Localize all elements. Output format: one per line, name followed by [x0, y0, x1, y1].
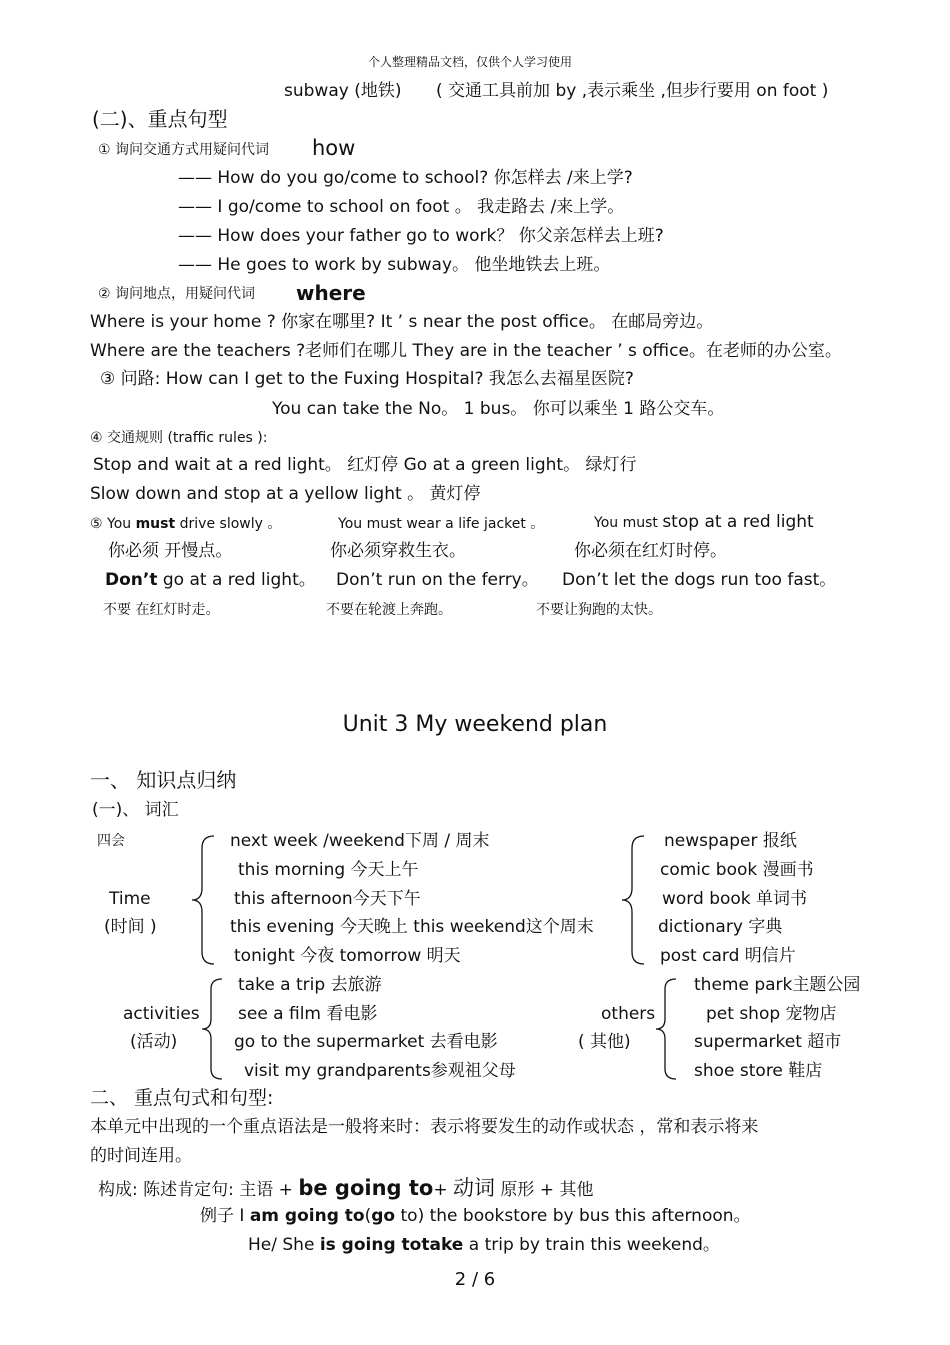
subway-line: subway (地铁)	[284, 81, 402, 101]
subway-note: ( 交通工具前加 by ,表示乘坐 ,但步行要用 on foot )	[436, 81, 829, 101]
time-item: this afternoon今天下午	[234, 889, 421, 909]
others-item: shoe store 鞋店	[694, 1061, 823, 1081]
others-brace	[654, 977, 678, 1081]
time-item: this evening 今天晚上 this weekend这个周末	[230, 917, 594, 937]
time-brace	[190, 834, 216, 966]
activity-item: see a film 看电影	[238, 1004, 378, 1024]
activity-item: take a trip 去旅游	[238, 975, 382, 995]
ask-way-line-1: ③ 问路: How can I get to the Fuxing Hospital? 我怎么去福星医院?	[100, 369, 634, 389]
q2-label: ② 询问地点，用疑问代词	[98, 286, 256, 302]
example-sentence-2: He/ She is going totake a trip by train this weekend。	[248, 1235, 720, 1255]
must-translation-3: 你必须在红灯时停。	[574, 541, 727, 561]
dont-example-1: Don’t go at a red light。	[105, 570, 316, 590]
must-translation-1: 你必须 开慢点。	[108, 541, 233, 561]
item-word: post card 明信片	[660, 946, 796, 966]
time-item: tonight 今夜 tomorrow 明天	[234, 946, 461, 966]
activities-label-cn: (活动)	[130, 1032, 178, 1052]
time-label: Time	[109, 889, 151, 909]
dialog-line-2: —— I go/come to school on foot 。 我走路去 /来上学。	[178, 197, 625, 217]
must-example-2: You must wear a life jacket 。	[338, 516, 545, 532]
item-word: word book 单词书	[662, 889, 808, 909]
dont-translation-2: 不要在轮渡上奔跑。	[326, 602, 452, 618]
others-label: others	[601, 1004, 656, 1024]
example-sentence-1: 例子 I am going to(go to) the bookstore by bus this afternoon。	[200, 1206, 751, 1226]
traffic-rule-line-1: Stop and wait at a red light。 红灯停 Go at a green light。 绿灯行	[93, 455, 637, 475]
items-brace	[620, 834, 646, 966]
activity-item: visit my grandparents参观祖父母	[244, 1061, 516, 1081]
time-item: next week /weekend下周 / 周末	[230, 831, 490, 851]
dont-translation-3: 不要让狗跑的太快。	[536, 602, 662, 618]
where-line-1: Where is your home ? 你家在哪里? It ’ s near the post office。 在邮局旁边。	[90, 312, 714, 332]
time-item: this morning 今天上午	[238, 860, 419, 880]
others-item: theme park主题公园	[694, 975, 861, 995]
item-word: newspaper 报纸	[664, 831, 797, 851]
page-number: 2 / 6	[454, 1269, 496, 1290]
item-word: dictionary 字典	[658, 917, 783, 937]
traffic-rule-line-2: Slow down and stop at a yellow light 。 黄灯停	[90, 484, 481, 504]
others-label-cn: ( 其他)	[578, 1032, 631, 1052]
must-example-1: ⑤ You must drive slowly 。	[90, 516, 282, 532]
dialog-line-4: —— He goes to work by subway。 他坐地铁去上班。	[178, 255, 611, 275]
time-label-cn: (时间 )	[104, 917, 157, 937]
section-key-patterns: 二、 重点句式和句型:	[90, 1087, 274, 1109]
activities-label: activities	[123, 1004, 200, 1024]
q2-keyword: where	[296, 281, 366, 305]
where-line-2: Where are the teachers ?老师们在哪儿 They are in the teacher ’ s office。在老师的办公室。	[90, 341, 842, 361]
dont-translation-1: 不要 在红灯时走。	[103, 602, 220, 618]
q1-label: ① 询问交通方式用疑问代词	[98, 142, 270, 158]
item-word: comic book 漫画书	[660, 860, 814, 880]
grammar-text-2: 的时间连用。	[90, 1146, 192, 1166]
dont-example-2: Don’t run on the ferry。	[336, 570, 539, 590]
q1-keyword: how	[312, 136, 356, 160]
activity-item: go to the supermarket 去看电影	[234, 1032, 498, 1052]
vocabulary-subtitle: (一)、 词汇	[92, 800, 179, 820]
section-title-key-sentences: (二)、重点句型	[92, 107, 228, 131]
grammar-text-1: 本单元中出现的一个重点语法是一般将来时：表示将要发生的动作或状态 ，常和表示将来	[90, 1117, 759, 1137]
unit-title: Unit 3 My weekend plan	[342, 712, 608, 737]
others-item: supermarket 超市	[694, 1032, 842, 1052]
dialog-line-3: —— How does your father go to work？ 你父亲怎样去上班?	[178, 226, 664, 246]
ask-way-line-2: You can take the No。 1 bus。 你可以乘坐 1 路公交车。	[272, 399, 725, 419]
others-item: pet shop 宠物店	[706, 1004, 837, 1024]
header-note: 个人整理精品文档，仅供个人学习使用	[368, 55, 573, 69]
dialog-line-1: —— How do you go/come to school? 你怎样去 /来上学?	[178, 168, 633, 188]
activities-brace	[200, 977, 224, 1081]
traffic-rules-label: ④ 交通规则 (traffic rules ):	[90, 430, 268, 446]
dont-example-3: Don’t let the dogs run too fast。	[562, 570, 837, 590]
must-example-3: You must stop at a red light	[594, 512, 814, 532]
structure-formula: 构成: 陈述肯定句: 主语 + be going to+ 动词 原形 + 其他	[98, 1176, 594, 1200]
section-knowledge-summary: 一、 知识点归纳	[90, 768, 237, 792]
must-translation-2: 你必须穿救生衣。	[330, 541, 466, 561]
four-skills-label: 四会	[97, 833, 125, 849]
